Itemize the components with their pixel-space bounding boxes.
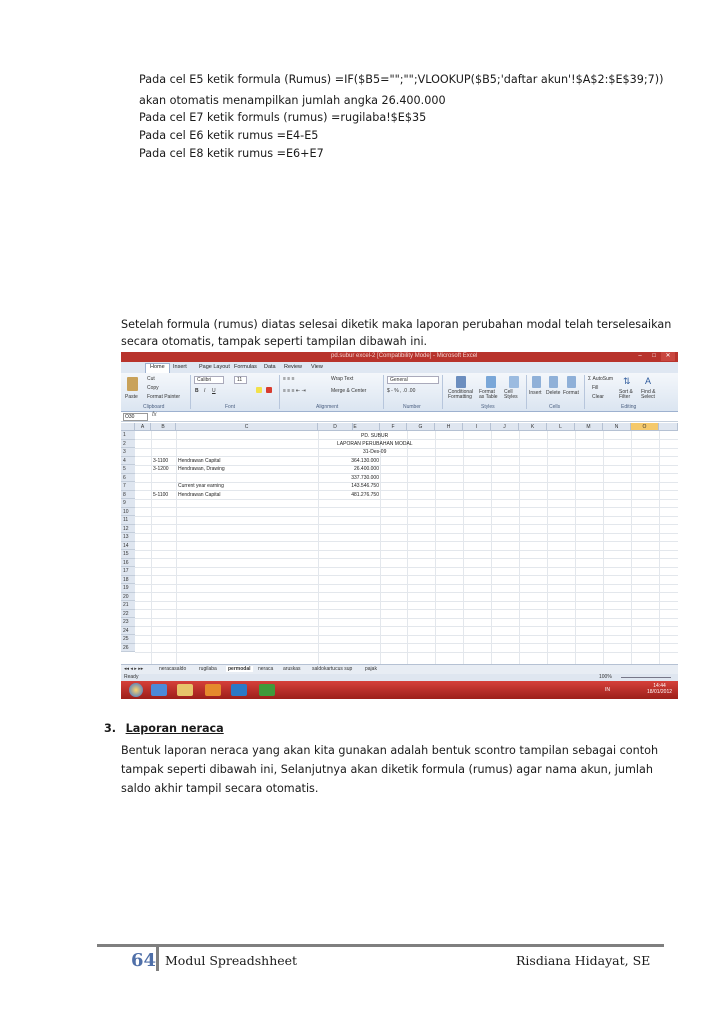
sort-filter-icon[interactable]: ⇅ bbox=[623, 376, 631, 386]
grid-line bbox=[135, 635, 678, 636]
grid-line bbox=[135, 439, 678, 440]
paragraph-line-1: Setelah formula (rumus) diatas selesai diketik maka laporan perubahan modal telah terselesaikan bbox=[121, 318, 672, 331]
col-header-l[interactable]: L bbox=[547, 423, 575, 431]
grid-column-line bbox=[547, 431, 548, 664]
section-line-3: saldo akhir tampil secara otomatis. bbox=[121, 782, 319, 795]
italic-icon[interactable]: I bbox=[204, 388, 206, 394]
explorer-icon[interactable] bbox=[177, 684, 193, 696]
grid-column-line bbox=[659, 431, 660, 664]
tab-insert[interactable]: Insert bbox=[173, 364, 187, 370]
footer-rule bbox=[97, 944, 664, 947]
section-line-2: tampak seperti dibawah ini, Selanjutnya akan diketik formula (rumus) agar nama akun, jumlah bbox=[121, 763, 653, 776]
col-header-b[interactable]: B bbox=[151, 423, 176, 431]
row-header[interactable]: 21 bbox=[121, 601, 135, 610]
row-header[interactable]: 3 bbox=[121, 448, 135, 457]
sheet-tab-neracasaldo[interactable]: neracasaldo bbox=[159, 666, 187, 672]
cell-c1[interactable]: PD. SUBUR bbox=[361, 433, 389, 439]
intro-line-5: Pada cel E8 ketik rumus =E6+E7 bbox=[139, 147, 324, 160]
intro-line-2: akan otomatis menampilkan jumlah angka 26.400.000 bbox=[139, 94, 446, 107]
cell-c5[interactable]: Hendrawan, Drawing bbox=[178, 466, 225, 472]
grid-line bbox=[135, 482, 678, 483]
clock-date: 18/01/2012 bbox=[647, 689, 673, 695]
row-header[interactable]: 18 bbox=[121, 576, 135, 585]
status-text: Ready bbox=[124, 674, 139, 680]
grid-line bbox=[135, 533, 678, 534]
format-cells-icon[interactable] bbox=[567, 376, 576, 388]
clear-button[interactable]: Clear bbox=[592, 394, 604, 400]
font-name-select[interactable]: Calibri bbox=[194, 376, 224, 384]
grid-column-line bbox=[491, 431, 492, 664]
col-header-c[interactable]: C bbox=[176, 423, 318, 431]
sheet-tabs bbox=[121, 664, 678, 674]
grid-column-line bbox=[380, 431, 381, 664]
grid-line bbox=[135, 626, 678, 627]
grid-column-line bbox=[407, 431, 408, 664]
col-header-o[interactable]: O bbox=[631, 423, 659, 431]
col-header-k[interactable]: K bbox=[519, 423, 547, 431]
excel-icon[interactable] bbox=[259, 684, 275, 696]
row-header[interactable]: 6 bbox=[121, 474, 135, 483]
row-header[interactable]: 19 bbox=[121, 584, 135, 593]
grid-line bbox=[135, 524, 678, 525]
find-select-icon[interactable]: A bbox=[645, 376, 652, 386]
wrap-text-button[interactable]: Wrap Text bbox=[331, 376, 354, 382]
cell-c4[interactable]: Hendrawan Capital bbox=[178, 458, 221, 464]
fill-color-icon[interactable] bbox=[256, 387, 262, 393]
format-as-table-button[interactable]: Format as Table bbox=[479, 389, 498, 400]
sheet-tab-neraca[interactable]: neraca bbox=[258, 666, 274, 672]
bold-icon[interactable]: B bbox=[195, 388, 199, 394]
grid-line bbox=[135, 609, 678, 610]
format-cells-button[interactable]: Format bbox=[563, 390, 579, 396]
col-header-a[interactable]: A bbox=[135, 423, 151, 431]
clock-time: 14:44 bbox=[653, 683, 666, 689]
grid-column-line bbox=[318, 431, 319, 664]
grid-line bbox=[135, 618, 678, 619]
number-format-select[interactable]: General bbox=[387, 376, 439, 384]
grid-line bbox=[135, 507, 678, 508]
tab-review[interactable]: Review bbox=[284, 364, 303, 370]
conditional-formatting-icon[interactable] bbox=[456, 376, 466, 388]
sigma-icon: Σ bbox=[588, 376, 593, 382]
row-header[interactable]: 15 bbox=[121, 550, 135, 559]
cell-c2[interactable]: LAPORAN PERUBAHAN MODAL bbox=[337, 441, 413, 447]
col-header-g[interactable]: G bbox=[407, 423, 435, 431]
row-header[interactable]: 13 bbox=[121, 533, 135, 542]
intro-line-3: Pada cel E7 ketik formuls (rumus) =rugilaba!$E$35 bbox=[139, 111, 427, 124]
footer-right: Risdiana Hidayat, SE bbox=[516, 953, 651, 968]
delete-cells-button[interactable]: Delete bbox=[546, 390, 561, 396]
cell-b4[interactable]: 3-1100 bbox=[153, 458, 169, 464]
row-header[interactable]: 10 bbox=[121, 508, 135, 517]
row-header[interactable]: 20 bbox=[121, 593, 135, 602]
maximize-icon[interactable]: □ bbox=[652, 353, 656, 359]
ribbon-tabs bbox=[121, 362, 678, 373]
grid-line bbox=[135, 465, 678, 466]
clock[interactable] bbox=[647, 683, 672, 695]
grid-line bbox=[135, 643, 678, 644]
insert-cells-button[interactable]: Insert bbox=[529, 390, 542, 396]
section-title: Laporan neraca bbox=[125, 722, 224, 735]
delete-cells-icon[interactable] bbox=[549, 376, 558, 388]
col-header-d[interactable]: D bbox=[318, 423, 353, 431]
tab-formulas[interactable]: Formulas bbox=[234, 364, 257, 370]
sheet-tab-rugilaba[interactable]: rugilaba bbox=[199, 666, 217, 672]
align-icons-bottom[interactable]: ≡ ≡ ≡ ⇤ ⇥ bbox=[283, 388, 306, 394]
cell-e5[interactable]: 26.400.000 bbox=[353, 466, 379, 472]
underline-icon[interactable]: U bbox=[212, 388, 216, 394]
cell-b8[interactable]: 5-1100 bbox=[153, 492, 169, 498]
grid-line bbox=[135, 575, 678, 576]
row-header[interactable]: 5 bbox=[121, 465, 135, 474]
taskbar bbox=[121, 681, 678, 699]
row-header[interactable]: 25 bbox=[121, 635, 135, 644]
sheet-tab-aruskas[interactable]: aruskas bbox=[283, 666, 301, 672]
tab-view[interactable]: View bbox=[311, 364, 323, 370]
col-header-j[interactable]: J bbox=[491, 423, 519, 431]
cell-e8[interactable]: 481.276.750 bbox=[351, 492, 379, 498]
tab-home[interactable]: Home bbox=[145, 363, 170, 373]
row-header[interactable]: 8 bbox=[121, 491, 135, 500]
paste-icon[interactable] bbox=[127, 377, 138, 391]
cell-styles-icon[interactable] bbox=[509, 376, 519, 388]
sheet-tab-pajak[interactable]: pajak bbox=[365, 666, 377, 672]
cell-e6[interactable]: 337.730.000 bbox=[351, 475, 379, 481]
grid-column-line bbox=[151, 431, 152, 664]
word-icon[interactable] bbox=[231, 684, 247, 696]
cell-c8[interactable]: Hendrawan Capital bbox=[178, 492, 221, 498]
group-alignment: Alignment bbox=[316, 404, 339, 410]
format-as-table-icon[interactable] bbox=[486, 376, 496, 388]
intro-line-1: Pada cel E5 ketik formula (Rumus) =IF($B5="";"";VLOOKUP($B5;'daftar akun'!$A$2:$E$39;7)) bbox=[139, 73, 664, 86]
col-header-h[interactable]: H bbox=[435, 423, 463, 431]
row-header[interactable]: 22 bbox=[121, 610, 135, 619]
row-header[interactable]: 2 bbox=[121, 440, 135, 449]
grid-column-line bbox=[575, 431, 576, 664]
section-heading bbox=[104, 721, 224, 737]
name-box[interactable]: O30 bbox=[123, 413, 148, 421]
excel-window-title: pd.subur excel-2 [Compatibility Mode] - Microsoft Excel bbox=[331, 353, 478, 359]
group-styles: Styles bbox=[481, 404, 495, 410]
intro-line-4: Pada cel E6 ketik rumus =E4-E5 bbox=[139, 129, 319, 142]
font-color-icon[interactable] bbox=[266, 387, 272, 393]
sort-filter-button[interactable]: Sort & Filter bbox=[619, 389, 633, 400]
col-header-n[interactable]: N bbox=[603, 423, 631, 431]
grid-column-line bbox=[603, 431, 604, 664]
col-header-e[interactable]: E bbox=[353, 424, 357, 430]
row-header[interactable]: 11 bbox=[121, 516, 135, 525]
cut-button[interactable]: Cut bbox=[147, 376, 155, 382]
row-header[interactable]: 24 bbox=[121, 627, 135, 636]
close-icon[interactable]: ✕ bbox=[661, 352, 675, 361]
page-number: 64 bbox=[131, 950, 157, 971]
row-header[interactable]: 23 bbox=[121, 618, 135, 627]
group-font: Font bbox=[225, 404, 236, 410]
status-bar bbox=[121, 674, 678, 681]
sheet-nav-icon[interactable]: ◂◂ ◂ ▸ ▸▸ bbox=[124, 666, 144, 672]
footer-left: Modul Spreadshheet bbox=[165, 953, 298, 968]
autosum-button[interactable] bbox=[588, 376, 613, 382]
zoom-level[interactable]: 100% bbox=[599, 674, 612, 680]
paste-label[interactable]: Paste bbox=[125, 394, 138, 400]
grid-column-line bbox=[176, 431, 177, 664]
grid-column-line bbox=[519, 431, 520, 664]
row-header[interactable]: 26 bbox=[121, 644, 135, 653]
grid-column-line bbox=[435, 431, 436, 664]
grid-line bbox=[135, 550, 678, 551]
footer-separator bbox=[156, 947, 159, 971]
grid-line bbox=[135, 592, 678, 593]
row-header[interactable]: 12 bbox=[121, 525, 135, 534]
section-number: 3. bbox=[104, 722, 117, 735]
col-header-i[interactable]: I bbox=[463, 423, 491, 431]
language-indicator[interactable]: IN bbox=[605, 687, 610, 693]
group-cells: Cells bbox=[549, 404, 561, 410]
grid-line bbox=[135, 516, 678, 517]
row-header[interactable]: 14 bbox=[121, 542, 135, 551]
row-header[interactable]: 17 bbox=[121, 567, 135, 576]
grid-line bbox=[135, 567, 678, 568]
grid-line bbox=[135, 652, 678, 653]
ribbon bbox=[121, 373, 678, 412]
section-line-1: Bentuk laporan neraca yang akan kita gunakan adalah bentuk scontro tampilan sebagai contoh bbox=[121, 744, 659, 757]
row-header[interactable]: 4 bbox=[121, 457, 135, 466]
grid-line bbox=[135, 541, 678, 542]
grid-line bbox=[135, 473, 678, 474]
grid-column-line bbox=[463, 431, 464, 664]
grid-line bbox=[135, 490, 678, 491]
col-header-m[interactable]: M bbox=[575, 423, 603, 431]
cell-e4[interactable]: 364.130.000 bbox=[351, 458, 379, 464]
grid-line bbox=[135, 558, 678, 559]
grid-line bbox=[135, 601, 678, 602]
number-format-icons[interactable]: $ - % , .0 .00 bbox=[387, 388, 416, 394]
autosum-label: AutoSum bbox=[592, 376, 614, 382]
format-painter-button[interactable]: Format Painter bbox=[147, 394, 181, 400]
minimize-icon[interactable]: – bbox=[638, 353, 642, 359]
tab-data[interactable]: Data bbox=[264, 364, 276, 370]
row-header[interactable]: 9 bbox=[121, 499, 135, 508]
group-editing: Editing bbox=[621, 404, 637, 410]
start-button-icon[interactable] bbox=[129, 683, 143, 697]
row-header[interactable]: 1 bbox=[121, 431, 135, 440]
excel-title-bar bbox=[121, 352, 678, 362]
align-icons-top[interactable]: ≡ ≡ ≡ bbox=[283, 376, 295, 382]
fill-button[interactable]: Fill bbox=[592, 385, 599, 391]
conditional-formatting-button[interactable]: Conditional Formatting bbox=[448, 389, 474, 400]
col-header-f[interactable]: F bbox=[380, 423, 407, 431]
group-clipboard: Clipboard bbox=[143, 404, 165, 410]
ie-icon[interactable] bbox=[151, 684, 167, 696]
copy-button[interactable]: Copy bbox=[147, 385, 159, 391]
group-number: Number bbox=[403, 404, 421, 410]
grid-line bbox=[135, 448, 678, 449]
cell-c7[interactable]: Current year earning bbox=[178, 483, 224, 489]
font-size-select[interactable]: 11 bbox=[234, 376, 247, 384]
cell-e7[interactable]: 143.546.750 bbox=[351, 483, 379, 489]
tab-page-layout[interactable]: Page Layout bbox=[199, 364, 230, 370]
cell-c3[interactable]: 31-Des-09 bbox=[363, 449, 387, 455]
find-select-button[interactable]: Find & Select bbox=[641, 389, 656, 400]
formula-bar bbox=[121, 412, 678, 422]
grid-line bbox=[135, 584, 678, 585]
media-icon[interactable] bbox=[205, 684, 221, 696]
grid-line bbox=[135, 456, 678, 457]
row-header[interactable]: 7 bbox=[121, 482, 135, 491]
sheet-tab-permodal[interactable]: permodal bbox=[228, 666, 251, 672]
grid-column-line bbox=[631, 431, 632, 664]
fx-icon[interactable]: fx bbox=[152, 412, 157, 418]
row-header[interactable]: 16 bbox=[121, 559, 135, 568]
merge-center-button[interactable]: Merge & Center bbox=[331, 388, 367, 394]
grid-line bbox=[135, 499, 678, 500]
insert-cells-icon[interactable] bbox=[532, 376, 541, 388]
paragraph-line-2: secara otomatis, tampak seperti tampilan dibawah ini. bbox=[121, 335, 428, 348]
excel-screenshot bbox=[121, 352, 678, 699]
sheet-tab-saldokartucus[interactable]: saldokartucus sup bbox=[312, 666, 353, 672]
cell-b5[interactable]: 3-1200 bbox=[153, 466, 169, 472]
cell-styles-button[interactable]: Cell Styles bbox=[504, 389, 518, 400]
